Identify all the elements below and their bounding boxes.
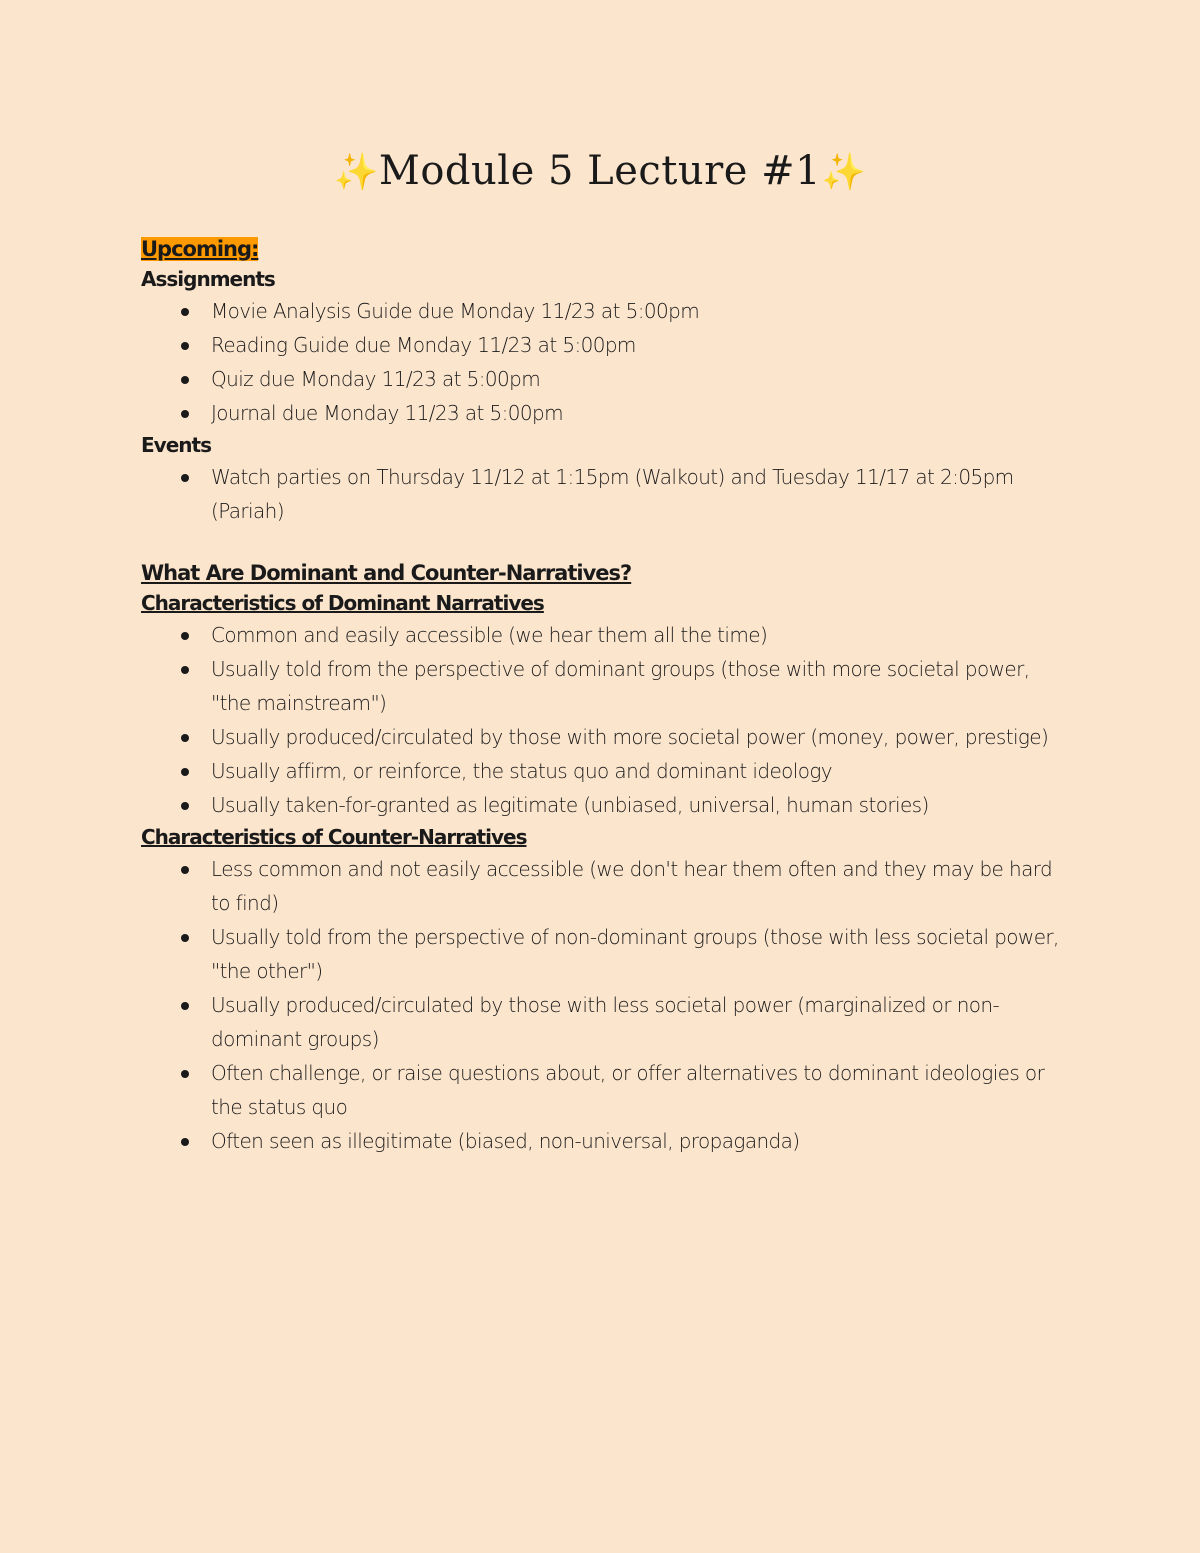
events-heading: Events	[141, 433, 211, 457]
dominant-narratives-heading: Characteristics of Dominant Narratives	[141, 591, 544, 615]
counter-narratives-list	[141, 852, 1071, 1158]
list-item: Usually told from the perspective of dominant groups (those with more societal power, "the mainstream")	[141, 652, 1071, 720]
page-title	[0, 148, 1200, 194]
events-list	[141, 460, 1071, 528]
list-item: Usually produced/circulated by those with less societal power (marginalized or non-dominant groups)	[141, 988, 1071, 1056]
sparkle-icon-left: ✨	[333, 152, 379, 193]
list-item: Watch parties on Thursday 11/12 at 1:15pm (Walkout) and Tuesday 11/17 at 2:05pm (Pariah)	[141, 460, 1071, 528]
list-item: Reading Guide due Monday 11/23 at 5:00pm	[141, 328, 1071, 362]
list-item: Less common and not easily accessible (we don't hear them often and they may be hard to find)	[141, 852, 1071, 920]
counter-narratives-heading: Characteristics of Counter-Narratives	[141, 825, 527, 849]
list-item: Quiz due Monday 11/23 at 5:00pm	[141, 362, 1071, 396]
page-title-text: Module 5 Lecture #1	[378, 148, 822, 194]
sparkle-icon-right: ✨	[821, 152, 867, 193]
list-item: Usually affirm, or reinforce, the status quo and dominant ideology	[141, 754, 1071, 788]
upcoming-heading-text: Upcoming:	[141, 237, 259, 261]
narratives-heading: What Are Dominant and Counter-Narratives?	[141, 561, 632, 585]
assignments-heading: Assignments	[141, 267, 275, 291]
list-item: Often seen as illegitimate (biased, non-universal, propaganda)	[141, 1124, 1071, 1158]
list-item: Journal due Monday 11/23 at 5:00pm	[141, 396, 1071, 430]
list-item: Often challenge, or raise questions about, or offer alternatives to dominant ideologies or the status quo	[141, 1056, 1071, 1124]
spacer	[141, 528, 1071, 558]
list-item: Usually taken-for-granted as legitimate (unbiased, universal, human stories)	[141, 788, 1071, 822]
assignments-list	[141, 294, 1071, 430]
upcoming-heading	[141, 234, 1071, 264]
list-item: Common and easily accessible (we hear them all the time)	[141, 618, 1071, 652]
list-item: Usually produced/circulated by those with more societal power (money, power, prestige)	[141, 720, 1071, 754]
document-body	[141, 234, 1071, 1158]
dominant-narratives-list	[141, 618, 1071, 822]
list-item: Movie Analysis Guide due Monday 11/23 at 5:00pm	[141, 294, 1071, 328]
list-item: Usually told from the perspective of non-dominant groups (those with less societal power, "the other")	[141, 920, 1071, 988]
